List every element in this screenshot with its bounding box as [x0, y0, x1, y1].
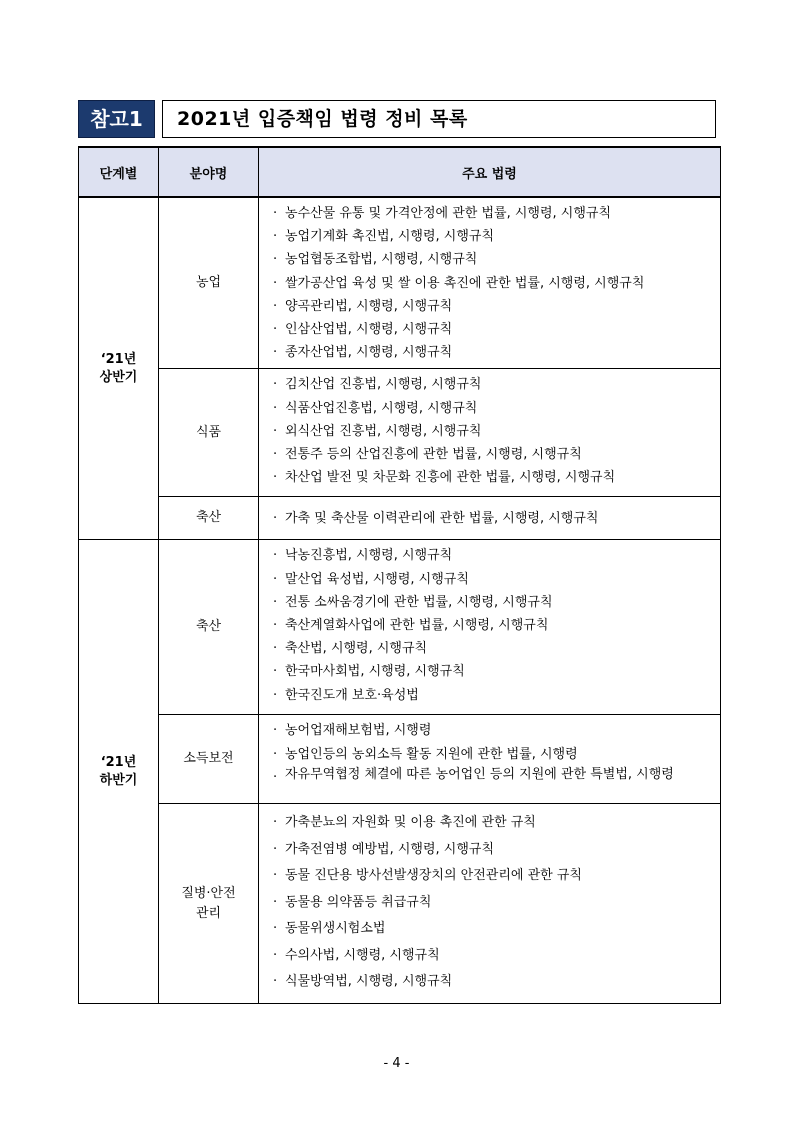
bullet: · [273, 447, 278, 463]
header-laws: 주요 법령 [259, 147, 721, 197]
law-name: 양곡관리법, 시행령, 시행규칙 [285, 298, 453, 314]
bullet: · [273, 229, 278, 245]
laws-cell [259, 540, 721, 715]
bullet: · [273, 687, 278, 703]
list-item [273, 837, 706, 864]
law-name: 농수산물 유통 및 가격안정에 관한 법률, 시행령, 시행규칙 [285, 206, 612, 221]
bullet: · [273, 868, 278, 884]
list-item [273, 660, 706, 683]
list-item [273, 614, 706, 637]
law-name: 식물방역법, 시행령, 시행규칙 [285, 974, 453, 990]
table-row [79, 497, 721, 540]
laws-cell [259, 497, 721, 540]
list-item [273, 568, 706, 591]
list-item [273, 766, 706, 789]
list-item [273, 916, 706, 943]
law-name: 가축분뇨의 자원화 및 이용 촉진에 관한 규칙 [285, 815, 536, 831]
law-name: 농업협동조합법, 시행령, 시행규칙 [285, 252, 478, 268]
stage-year: ‘21년 [100, 754, 137, 770]
field-cell [159, 804, 259, 1004]
list-item [273, 890, 706, 917]
list-item [273, 743, 706, 766]
field-cell: 농업 [159, 197, 259, 369]
bullet: · [273, 894, 278, 910]
list-item [273, 684, 706, 707]
list-item [273, 341, 706, 364]
list-item [273, 420, 706, 443]
table-header-row [79, 147, 721, 197]
list-item [273, 943, 706, 970]
bullet: · [273, 974, 278, 990]
law-list-table [78, 146, 721, 1004]
law-name: 인삼산업법, 시행령, 시행규칙 [285, 322, 453, 338]
table-row [79, 369, 721, 497]
field-name-line: 질병·안전 [181, 885, 236, 901]
law-name: 농어업재해보험법, 시행령 [285, 723, 432, 739]
header-field: 분야명 [159, 147, 259, 197]
page-number: - 4 - [383, 1056, 410, 1071]
laws-cell [259, 715, 721, 804]
list-item [273, 295, 706, 318]
law-name: 차산업 발전 및 차문화 진흥에 관한 법률, 시행령, 시행규칙 [285, 470, 616, 486]
law-name: 가축 및 축산물 이력관리에 관한 법률, 시행령, 시행규칙 [285, 510, 599, 526]
list-item [273, 591, 706, 614]
law-name: 동물 진단용 방사선발생장치의 안전관리에 관한 규칙 [285, 868, 582, 884]
list-item [273, 544, 706, 567]
bullet: · [273, 723, 278, 739]
bullet: · [273, 400, 278, 416]
list-item [273, 466, 706, 489]
bullet: · [273, 322, 278, 338]
field-cell: 소득보전 [159, 715, 259, 804]
bullet: · [273, 423, 278, 439]
bullet: · [273, 548, 278, 564]
law-name: 수의사법, 시행령, 시행규칙 [285, 947, 440, 963]
law-name: 낙농진흥법, 시행령, 시행규칙 [285, 548, 453, 564]
bullet: · [273, 841, 278, 857]
law-name: 전통주 등의 산업진흥에 관한 법률, 시행령, 시행규칙 [285, 447, 582, 463]
page-title: 2021년 입증책임 법령 정비 목록 [162, 100, 716, 138]
field-name-line: 관리 [195, 905, 222, 921]
stage-cell-second-half [79, 540, 159, 1004]
law-name: 김치산업 진흥법, 시행령, 시행규칙 [285, 377, 482, 393]
bullet: · [273, 769, 278, 785]
law-name: 축산계열화사업에 관한 법률, 시행령, 시행규칙 [285, 618, 549, 634]
table-row [79, 804, 721, 1004]
field-cell: 식품 [159, 369, 259, 497]
laws-cell [259, 369, 721, 497]
law-name: 자유무역협정 체결에 따른 농어업인 등의 지원에 관한 특별법, 시행령 [285, 766, 674, 782]
field-cell: 축산 [159, 540, 259, 715]
law-name: 동물용 의약품등 취급규칙 [285, 894, 432, 910]
list-item [273, 969, 706, 996]
bullet: · [273, 746, 278, 762]
bullet: · [273, 206, 278, 221]
list-item [273, 318, 706, 341]
bullet: · [273, 815, 278, 831]
law-name: 말산업 육성법, 시행령, 시행규칙 [285, 571, 469, 587]
list-item [273, 810, 706, 837]
table-row [79, 540, 721, 715]
table-row [79, 715, 721, 804]
law-name: 쌀가공산업 육성 및 쌀 이용 촉진에 관한 법률, 시행령, 시행규칙 [285, 275, 645, 291]
law-name: 농업인등의 농외소득 활동 지원에 관한 법률, 시행령 [285, 746, 578, 762]
bullet: · [273, 345, 278, 361]
law-name: 농업기계화 촉진법, 시행령, 시행규칙 [285, 229, 495, 245]
list-item [273, 248, 706, 271]
field-cell: 축산 [159, 497, 259, 540]
bullet: · [273, 377, 278, 393]
law-name: 한국마사회법, 시행령, 시행규칙 [285, 664, 465, 680]
bullet: · [273, 618, 278, 634]
stage-cell-first-half [79, 197, 159, 540]
laws-cell [259, 804, 721, 1004]
list-item [273, 443, 706, 466]
list-item [273, 373, 706, 396]
law-name: 가축전염병 예방법, 시행령, 시행규칙 [285, 841, 495, 857]
bullet: · [273, 510, 278, 526]
stage-year: ‘21년 [100, 351, 137, 367]
list-item [273, 719, 706, 742]
laws-cell [259, 197, 721, 369]
bullet: · [273, 947, 278, 963]
law-name: 전통 소싸움경기에 관한 법률, 시행령, 시행규칙 [285, 594, 553, 610]
list-item [273, 272, 706, 295]
list-item [273, 225, 706, 248]
list-item [273, 202, 706, 225]
table-row [79, 197, 721, 369]
list-item [273, 507, 706, 530]
law-name: 식품산업진흥법, 시행령, 시행규칙 [285, 400, 478, 416]
law-name: 한국진도개 보호·육성법 [285, 687, 419, 703]
bullet: · [273, 594, 278, 610]
law-name: 종자산업법, 시행령, 시행규칙 [285, 345, 453, 361]
bullet: · [273, 252, 278, 268]
law-name: 외식산업 진흥법, 시행령, 시행규칙 [285, 423, 482, 439]
list-item [273, 397, 706, 420]
bullet: · [273, 571, 278, 587]
list-item [273, 863, 706, 890]
title-bar [78, 100, 716, 138]
bullet: · [273, 298, 278, 314]
bullet: · [273, 664, 278, 680]
stage-period: 하반기 [99, 772, 138, 788]
bullet: · [273, 641, 278, 657]
reference-tag: 참고1 [78, 100, 155, 138]
bullet: · [273, 921, 278, 937]
law-name: 축산법, 시행령, 시행규칙 [285, 641, 428, 657]
list-item [273, 637, 706, 660]
stage-period: 상반기 [99, 369, 138, 385]
bullet: · [273, 470, 278, 486]
bullet: · [273, 275, 278, 291]
header-stage: 단계별 [79, 147, 159, 197]
law-name: 동물위생시험소법 [285, 921, 386, 937]
